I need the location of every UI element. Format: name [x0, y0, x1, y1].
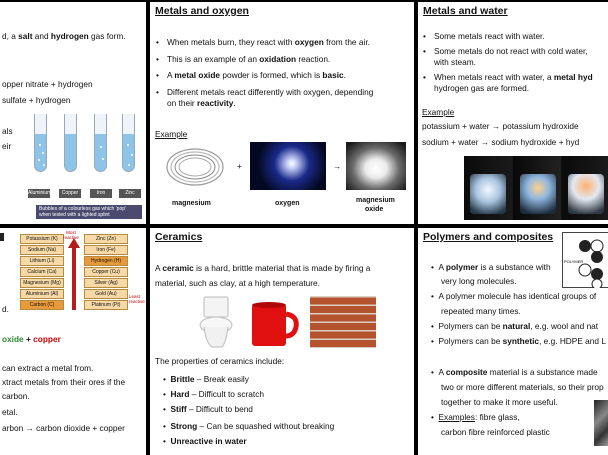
bullet-item: • When metals react with water, a metal hyd hydrogen gas are formed.: [422, 72, 593, 95]
bullet-item: • When metals burn, they react with oxygen from the air.: [155, 37, 410, 49]
title-fragment: [0, 233, 4, 241]
series-item: Aluminium (Al): [20, 289, 64, 299]
property-item: • Brittle – Break easily: [163, 374, 249, 384]
ceramics-properties-intro: The properties of ceramics include:: [155, 356, 285, 366]
polymer-bullet-2: • A polymer molecule has identical groups of: [431, 291, 597, 301]
test-tube-zinc: [122, 114, 135, 172]
metals-acids-panel: [0, 2, 146, 224]
series-item: Magnesium (Mg): [20, 278, 64, 288]
metals-water-title: Metals and water: [423, 5, 508, 17]
composite-bullet: • A composite material is a substance made: [431, 367, 598, 377]
example-label: Example: [155, 129, 188, 139]
reactivity-equation: oxide + copper: [2, 334, 61, 344]
red-mug-image: [250, 300, 300, 348]
caption-oxygen: oxygen: [275, 200, 300, 207]
bullet-item: • Some metals react with water.: [422, 31, 593, 43]
least-reactive-label: Least reactive: [129, 294, 145, 304]
reactivity-line-1: can extract a metal from.: [2, 363, 94, 373]
bubbles-callout: Bubbles of a colourless gas which 'pop' when tested with a lighted splint: [36, 205, 142, 219]
metals-water-bullets: [422, 31, 593, 95]
magnesium-oxide-image: [346, 142, 406, 190]
metals-water-panel: [418, 2, 608, 224]
brick-wall-image: [310, 296, 376, 348]
most-reactive-label: Most reactive: [63, 230, 79, 240]
plus-sign: +: [237, 161, 242, 171]
series-item-carbon: Carbon (C): [20, 300, 64, 310]
polymer-diagram: [562, 232, 608, 288]
reactivity-line-2: xtract metals from their ores if the: [2, 377, 126, 387]
composite-bullet-c: together to make it more useful.: [441, 397, 558, 407]
series-item: Zinc (Zn): [84, 234, 128, 244]
metals-oxygen-panel: [150, 2, 414, 224]
water-example-2: sodium + water → sodium hydroxide + hyd: [422, 137, 580, 147]
polymer-bullet-3: • Polymers can be natural, e.g. wool and nat: [431, 321, 599, 331]
caption-magnesium: magnesium: [172, 200, 211, 207]
acids-fragment-2: eir: [2, 141, 12, 151]
property-item: • Unreactive in water: [163, 436, 247, 446]
ceramics-panel: [150, 228, 414, 455]
ceramics-intro-2: material, such as clay, at a high temperature.: [155, 278, 320, 288]
series-item: Potassium (K): [20, 234, 64, 244]
polymer-bullet-1b: very long molecules.: [441, 276, 517, 286]
series-item: Copper (Cu): [84, 267, 128, 277]
test-tube-aluminium: [34, 114, 47, 172]
metals-oxygen-title: Metals and oxygen: [155, 5, 249, 17]
tube-label-copper: Copper: [59, 189, 81, 198]
polymer-bullet-2b: repeated many times.: [441, 306, 521, 316]
reactivity-series-panel: [0, 228, 146, 455]
caption-magnesium-oxide-1: magnesium: [356, 197, 395, 204]
water-example-1: potassium + water → potassium hydroxide: [422, 121, 579, 131]
property-item: • Stiff – Difficult to bend: [163, 404, 253, 414]
series-item: Iron (Fe): [84, 245, 128, 255]
caption-magnesium-oxide-2: oxide: [365, 206, 384, 213]
composite-examples: • Examples: fibre glass,: [431, 412, 520, 422]
example-label: Example: [422, 107, 455, 117]
acids-equation-2: sulfate + hydrogen: [2, 95, 71, 105]
reactivity-line-5: arbon → carbon dioxide + copper: [2, 423, 125, 433]
acids-fragment-1: als: [2, 126, 13, 136]
reactivity-fragment-d: d.: [2, 304, 9, 314]
tube-label-iron: Iron: [90, 189, 112, 198]
acids-equation-1: opper nitrate + hydrogen: [2, 79, 93, 89]
property-item: • Hard – Difficult to scratch: [163, 389, 264, 399]
metals-in-water-image: [464, 156, 608, 220]
series-item: Sodium (Na): [20, 245, 64, 255]
polymers-panel: [418, 228, 608, 455]
ceramics-intro: A ceramic is a hard, brittle material that is made by firing a: [155, 263, 371, 273]
polymer-diagram-label: POLYMER: [564, 259, 584, 264]
magnesium-ribbon-image: [164, 144, 226, 190]
tube-label-zinc: Zinc: [119, 189, 141, 198]
bullet-item: • This is an example of an oxidation reaction.: [155, 54, 410, 66]
series-item: Gold (Au): [84, 289, 128, 299]
acids-line1: d, a salt and hydrogen gas form.: [2, 31, 126, 41]
bullet-item: • A metal oxide powder is formed, which is basic.: [155, 70, 410, 82]
tube-label-aluminium: Aluminium: [28, 190, 52, 196]
ceramics-title: Ceramics: [155, 231, 203, 243]
arrow-sign: →: [333, 161, 342, 171]
oxygen-flame-image: [250, 142, 326, 190]
series-item: Silver (Ag): [84, 278, 128, 288]
toilet-image: [196, 295, 236, 349]
series-item: Platinum (Pt): [84, 300, 128, 310]
reactivity-arrow-icon: [68, 238, 80, 310]
series-item: Lithium (Li): [20, 256, 64, 266]
series-item: Calcium (Ca): [20, 267, 64, 277]
test-tube-copper: [64, 114, 77, 172]
composite-bullet-b: two or more different materials, so their prop: [441, 382, 604, 392]
reactivity-line-3: carbon.: [2, 391, 30, 401]
metals-oxygen-bullets: [155, 37, 410, 110]
bullet-item: • Some metals do not react with cold water, with steam.: [422, 46, 593, 69]
composite-examples-2: carbon fibre reinforced plastic: [441, 427, 550, 437]
property-item: • Strong – Can be squashed without breaking: [163, 421, 335, 431]
polymer-bullet-1: • A polymer is a substance with: [431, 262, 551, 272]
test-tube-iron: [94, 114, 107, 172]
polymer-bullet-4: • Polymers can be synthetic, e.g. HDPE and L: [431, 336, 606, 346]
carbon-fibre-image: [594, 400, 608, 446]
reactivity-line-4: etal.: [2, 407, 18, 417]
polymers-title: Polymers and composites: [423, 231, 554, 243]
bullet-item: • Different metals react differently with oxygen, depending on their reactivity.: [155, 87, 410, 110]
series-item-hydrogen: Hydrogen (H): [84, 256, 128, 266]
